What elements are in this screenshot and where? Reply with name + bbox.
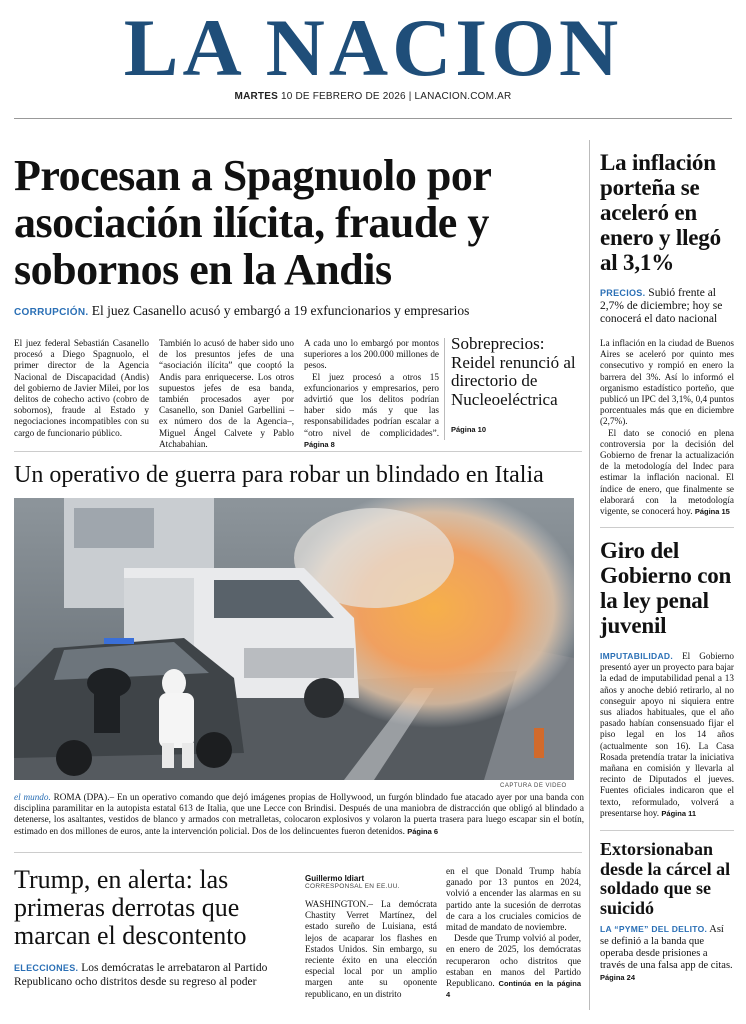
extortion-headline[interactable]: Extorsionaban desde la cárcel al soldado que se suicidó [600,839,731,918]
trump-subhead-text: Los demócratas le arrebataron al Partido Republicano ocho distritos desde su regreso al poder [14,962,268,988]
juvenile-body [600,651,734,819]
brief-page-ref[interactable]: Página 10 [451,425,487,434]
trump-col-2-para-text: Desde que Trump volvió al poder, en enero de 2025, los demócratas recuperaron ocho distritos que estaban en manos del Partido Republicano. [446,933,581,989]
section-rule [14,451,582,452]
italy-caption-text: ROMA (DPA).– En un operativo comando que dejó imágenes propias de Hollywood, un furgón blindado fue atacado ayer por una banda con disciplina paramilitar en la autopista estatal 613 de Italia, que une Lecce con Brindisi. Después de una maniobra de distracción que obligó al blindado a detenerse, los asaltantes, vestidos de blanco y armados con metralletas, colocaron explosivos y volaron la puerta trasera para luego escapar sin el botín, estimado en dos millones de euros, ante la intervención policial. Dos de los delincuentes fueron detenidos. [14,792,585,836]
trump-col-2 [446,866,581,1000]
extortion-subhead-text: Así se definió a la banda que operaba desde prisiones a través de una falsa app de citas. [600,924,733,971]
italy-section-label[interactable]: el mundo. [14,792,51,802]
italy-photo[interactable] [14,498,574,780]
lead-col-3-para-text: El juez procesó a otros 15 exfuncionarios y empresarios, pero advirtió que los delitos podrían haber sido más y que las responsabilidades podrían escalar a “otro nivel de complicidades”. [304,371,439,438]
lead-page-ref[interactable]: Página 8 [304,439,335,449]
brief-headline[interactable]: Sobreprecios: Reidel renunció al directorio de Nucleoeléctrica [451,334,576,409]
lead-subhead-text: El juez Casanello acusó y embargó a 19 exfuncionarios y empresarios [91,303,470,318]
trump-headline[interactable]: Trump, en alerta: las primeras derrotas que marcan el descontento [14,865,247,950]
italy-caption [14,792,584,837]
lead-headline-line: Procesan a Spagnuolo por [14,151,492,200]
section-rule [14,852,582,853]
inflation-headline[interactable]: La inflación porteña se aceleró en enero y llegó al 3,1% [600,150,721,275]
lead-col-2: También lo acusó de haber sido uno de los presuntos jefes de una “asociación ilícita” que cooptó la Andis para enriquecerse. Los otros supuestos jefes de esa banda, también procesados ayer por Casanello, son Daniel Garbellini –ex número dos de la Agencia–, Miguel Ángel Calvete y Pablo Atchabahian. [159,338,294,449]
masthead-logo[interactable]: LA NACION [123,2,623,93]
column-divider [589,140,590,1010]
juvenile-page-ref[interactable]: Página 11 [661,808,697,818]
inflation-kicker: PRECIOS. [600,288,646,298]
trump-author-title: CORRESPONSAL EN EE.UU. [305,883,400,890]
trump-author[interactable]: Guillermo Idiart [305,874,365,883]
lead-col-1: El juez federal Sebastián Casanello procesó a Diego Spagnuolo, el primer director de la Agencia Nacional de Discapacidad (Andis) del gobierno de Javier Milei, por los delitos de cohecho activo (cobro de sobornos), fraude al Estado y negociaciones incompatibles con su cargo de funcionario público. [14,338,149,438]
lead-col-3 [304,338,439,450]
lead-col-3-para: A cada uno lo embargó por montos superiores a los 200.000 millones de pesos. [304,338,439,371]
lead-headline-line: asociación ilícita, fraude y [14,198,489,247]
inflation-body [600,338,734,517]
lead-subhead [14,303,589,321]
extortion-page-ref[interactable]: Página 24 [600,973,636,982]
masthead-rule [14,118,732,119]
inflation-page-ref[interactable]: Página 15 [694,507,730,517]
extortion-kicker: LA “PYME” DEL DELITO. [600,924,708,934]
lead-headline-line: sobornos en la Andis [14,245,392,294]
trump-col-2-para [446,933,581,1000]
lead-col-3-para [304,372,439,450]
lead-headline[interactable] [14,152,584,293]
brief-divider [444,338,445,440]
trump-subhead [14,962,294,989]
trump-col-2-para: en el que Donald Trump había ganado por 13 puntos en 2024, volvió a encender las alarmas en su partido ante la sucesión de derrotas de cara a los cruciales comicios de mitad de mandato de noviembre. [446,866,581,933]
sidebar-rule [600,527,734,528]
trump-col-1: WASHINGTON.– La demócrata Chastity Verret Martínez, del estado sureño de Luisiana, está lejos de acaparar los flashes en Estados Unidos. Sin embargo, su reciente éxito en una elección especial local por un amplio margen ante su oponente republicano, en un distrito [305,899,437,999]
trump-byline [305,874,440,890]
dateline-day: MARTES [234,91,278,102]
extortion-subhead [600,923,734,984]
lead-kicker: CORRUPCIÓN. [14,307,89,318]
italy-photo-image [14,498,574,780]
italy-page-ref[interactable]: Página 6 [407,826,439,836]
juvenile-kicker: IMPUTABILIDAD. [600,651,673,661]
dateline-site[interactable]: | LANACION.COM.AR [408,91,512,102]
inflation-subhead [600,287,735,326]
trump-kicker: ELECCIONES. [14,963,79,973]
dateline-date: 10 DE FEBRERO DE 2026 [280,91,406,102]
inflation-body-para: La inflación en la ciudad de Buenos Aires se aceleró por quinto mes consecutivo y rompió en enero la barrera del 3%. Así lo informó el organismo estadístico porteño, que publicó un IPC del 3,1%, 0,4 puntos porcentuales más que en diciembre (2,7%). [600,338,734,427]
juvenile-headline[interactable]: Giro del Gobierno con la ley penal juvenil [600,538,732,638]
inflation-body-para-text: El dato se conoció en plena controversia por la decisión del Gobierno de frenar la actualización de la metodología del Indec para estimar la inflación nacional. El índice de enero, que finalmente se elaborará con la metodología vigente, se conocerá hoy. [600,427,734,517]
inflation-subhead-text: Subió frente al 2,7% de diciembre; hoy se conocerá el dato nacional [600,287,723,325]
photo-credit: CAPTURA DE VIDEO [500,783,567,789]
dateline [0,91,746,102]
trump-page-ref[interactable]: Continúa en la página 4 [446,979,581,1000]
sidebar-rule [600,830,734,831]
italy-headline[interactable]: Un operativo de guerra para robar un blindado en Italia [14,462,544,488]
juvenile-body-text: El Gobierno presentó ayer un proyecto para bajar la edad de imputabilidad penal a 13 años y anoche debió retirarlo, al no conseguir apoyo ni siquiera entre sus aliados habituales, que el año pasado habían consensuado fijar el piso legal en los 14 años (actualmente son 16). La Casa Rosada pretendía tratar la iniciativa mañana en comisión y llevarla al recinto de Diputados el jueves. Fuentes oficiales indicaron que el texto, reformulado, volverá a presentarse hoy. [600,651,734,818]
inflation-body-para [600,428,734,518]
